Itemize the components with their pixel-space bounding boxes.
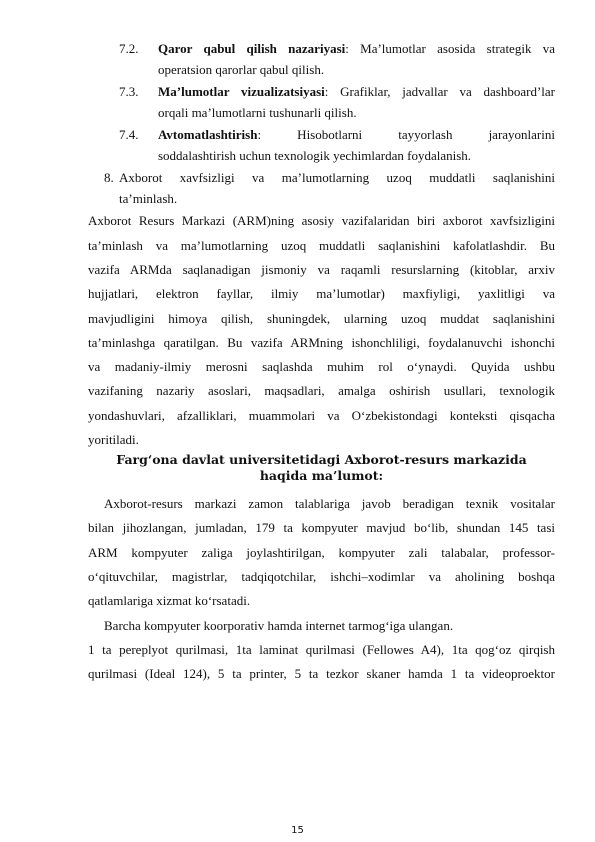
list-item-term: Qaror qabul qilish nazariyasi: [158, 41, 346, 56]
document-page: 7.2. Qaror qabul qilish nazariyasi: Ma’lumotlar asosida strategik va operatsion qarorlar qabul qilish. 7.3. Ma’lumotlar vizualizatsiyasi: Grafiklar, jadvallar va dashboard’lar orqali ma’lumotlarni tushunarli qilish. 7.4. Avtomatlashtirish: Hisobotlarni tayyorlash jarayonlarini soddalashtirish uchun texnologik yechimlardan foydalanish. 8. Axborot xavfsizligi va ma’lumotlarning uzoq muddatli saqlanishini ta’minlash. Axborot Resurs Markazi (ARM)ning asosiy vazifalaridan biri axborot xavfsizligini ta’minlash va ma’lumotlarning uzoq muddatli saqlanishini kafolatlashdir. Bu vazifa ARMda saqlanadigan jismoniy va raqamli resurslarning (kitoblar, arxiv hujjatlari, elektron fayllar, ilmiy ma’lumotlar) maxfiyligi, yaxlitligi va mavjudligini himoya qilish, shuningdek, ularning uzoq muddat saqlanishini ta’minlashga qaratilgan. Bu vazifa ARMning ishonchliligi, foydalanuvchi ishonchi va madaniy-ilmiy merosni saqlashda muhim rol o‘ynaydi. Quyida ushbu vazifaning nazariy asoslari, maqsadlari, amalga oshirish usullari, texnologik yondashuvlari, afzalliklari, muammolari va O‘zbekistondagi konteksti qisqacha yoritiladi. Farg‘ona davlat universitetidagi Axborot-resurs markazida haqida ma’lumot: Axborot-resurs markazi zamon talablariga javob beradigan texnik vositalar bilan jihozlangan, jumladan, 179 ta kompyuter mavjud bo‘lib, shundan 145 tasi ARM kompyuter zaliga joylashtirilgan, kompyuter zali talabalar, professor- o‘qituvchilar, magistrlar, tadqiqotchilar, ishchi–xodimlar va aholining boshqa qatlamlariga xizmat ko‘rsatadi. Barcha kompyuter koorporativ hamda internet tarmog‘iga ulangan. 1 ta pereplyot qurilmasi, 1ta laminat qurilmasi (Fellowes A4), 1ta qog‘oz qirqish qurilmasi (Ideal 124), 5 ta printer, 5 ta tezkor skaner hamda 1 ta videoproektor 15: [0, 0, 595, 842]
page-number: 15: [291, 825, 304, 836]
list-item-text-cont: soddalashtirish uchun texnologik yechimlardan foydalanish.: [158, 148, 472, 163]
list-item-text: Ma’lumotlar vizualizatsiyasi: Grafiklar, jadvallar va dashboard’lar: [158, 84, 555, 99]
list-item-term: Ma’lumotlar vizualizatsiyasi: [158, 84, 325, 99]
list-item-text: Qaror qabul qilish nazariyasi: Ma’lumotlar asosida strategik va: [158, 41, 555, 56]
list-item-text-cont: orqali ma’lumotlarni tushunarli qilish.: [158, 105, 357, 120]
list-item-number: 7.4.: [119, 127, 139, 142]
body-paragraph: Barcha kompyuter koorporativ hamda internet tarmog‘iga ulangan.: [104, 618, 454, 633]
list-item-text: Axborot xavfsizligi va ma’lumotlarning uzoq muddatli saqlanishini: [119, 170, 555, 185]
list-item-number: 7.2.: [119, 41, 139, 56]
list-item-number: 8.: [104, 170, 114, 185]
list-item-number: 7.3.: [119, 84, 139, 99]
list-item-text-cont: operatsion qarorlar qabul qilish.: [158, 62, 325, 77]
list-item-term: Avtomatlashtirish: [158, 127, 258, 142]
list-item-text-cont: ta’minlash.: [119, 191, 178, 206]
list-item-text: Avtomatlashtirish: Hisobotlarni tayyorlash jarayonlarini: [158, 127, 555, 142]
